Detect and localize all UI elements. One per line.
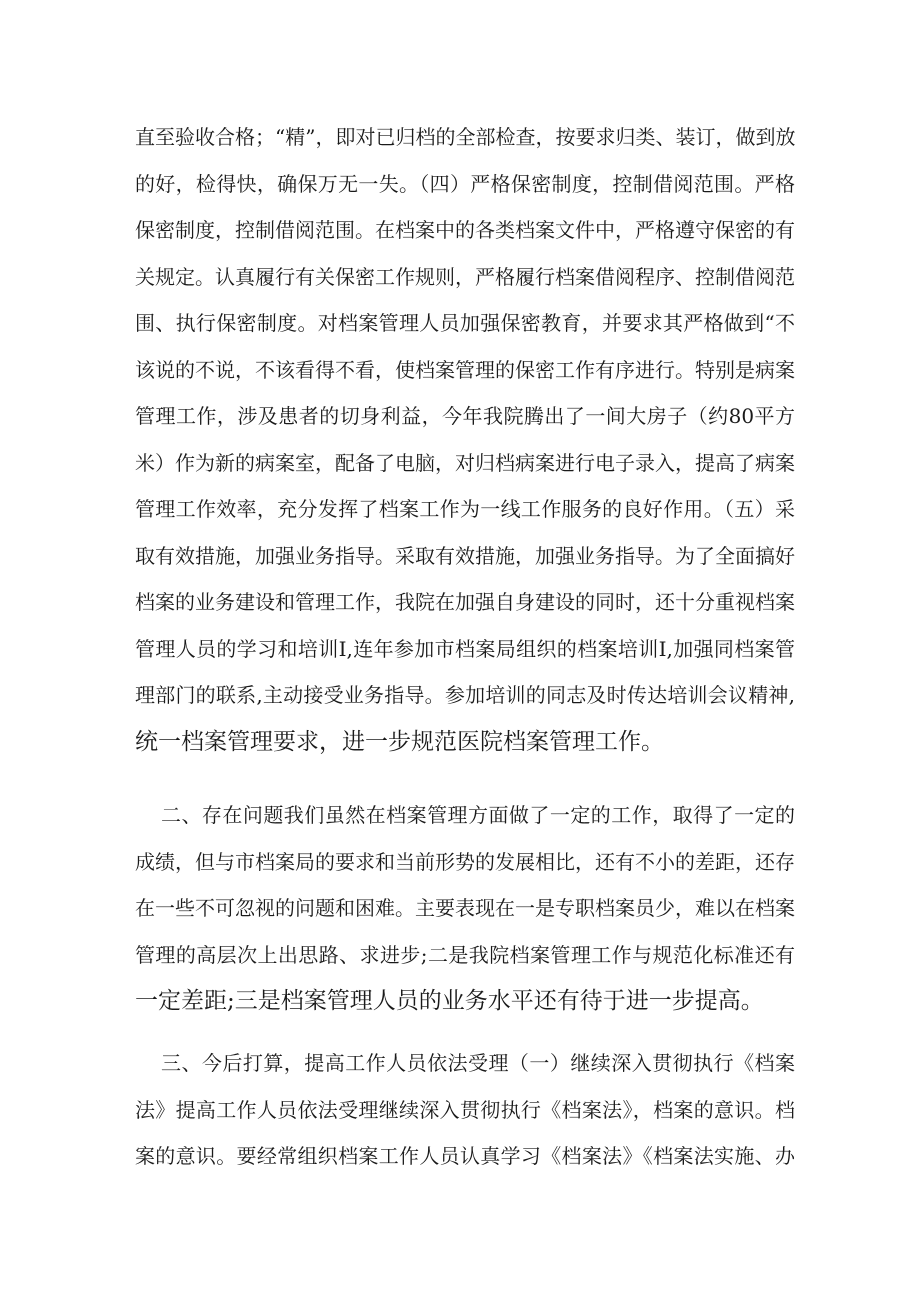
text-line: 的好，检得快，确保万无一失。（四）严格保密制度，控制借阅范围。严格 (135, 171, 795, 196)
text-line: 二、存在问题我们虽然在档案管理方面做了一定的工作，取得了一定的 (161, 803, 795, 827)
text-line: 成绩，但与市档案局的要求和当前形势的发展相比，还有不小的差距，还存 (135, 849, 795, 874)
text-line: 档案的业务建设和管理工作，我院在加强自身建设的同时，还十分重视档案 (135, 590, 795, 614)
text-line: 统一档案管理要求，进一步规范医院档案管理工作。 (135, 728, 664, 755)
text-line: 围、执行保密制度。对档案管理人员加强保密教育，并要求其严格做到“不 (135, 311, 795, 335)
text-line: 管理人员的学习和培训I,连年参加市档案局组织的档案培训I,加强同档案管 (135, 636, 795, 661)
text-line: 关规定。认真履行有关保密工作规则，严格履行档案借阅程序、控制借阅范 (135, 264, 795, 289)
paragraph-records-management (135, 114, 795, 765)
text-line: 法》提高工作人员依法受理继续深入贯彻执行《档案法》，档案的意识。档 (135, 1097, 795, 1122)
text-line: 保密制度，控制借阅范围。在档案中的各类档案文件中，严格遵守保密的有 (135, 218, 795, 242)
text-line: 三、今后打算，提高工作人员依法受理（一）继续深入贯彻执行《档案 (161, 1051, 795, 1075)
text-line: 管理的高层次上出思路、求进步;二是我院档案管理工作与规范化标准还有 (135, 942, 795, 967)
text-line: 一定差距;三是档案管理人员的业务水平还有待于进一步提高。 (135, 988, 764, 1014)
text-line: 案的意识。要经常组织档案工作人员认真学习《档案法》《档案法实施、办 (135, 1144, 795, 1168)
text-line: 理部门的联系,主动接受业务指导。参加培训的同志及时传达培训会议精神, (135, 683, 795, 707)
text-line: 取有效措施，加强业务指导。采取有效措施，加强业务指导。为了全面搞好 (135, 543, 795, 568)
text-line: 直至验收合格；“精”，即对已归档的全部检查，按要求归类、装订，做到放 (135, 125, 796, 149)
paragraph-existing-problems (135, 792, 795, 1025)
text-line: 该说的不说，不该看得不看，使档案管理的保密工作有序进行。特别是病案 (135, 357, 795, 382)
text-line: 在一些不可忽视的问题和困难。主要表现在一是专职档案员少，难以在档案 (135, 896, 795, 920)
text-line: 管理工作，涉及患者的切身利益，今年我院腾出了一间大房子（约80平方 (135, 404, 795, 428)
text-line: 米）作为新的病案室，配备了电脑，对归档病案进行电子录入，提高了病案 (135, 450, 795, 475)
text-line: 管理工作效率，充分发挥了档案工作为一线工作服务的良好作用。（五）采 (135, 497, 795, 521)
paragraph-future-plans (135, 1040, 795, 1180)
